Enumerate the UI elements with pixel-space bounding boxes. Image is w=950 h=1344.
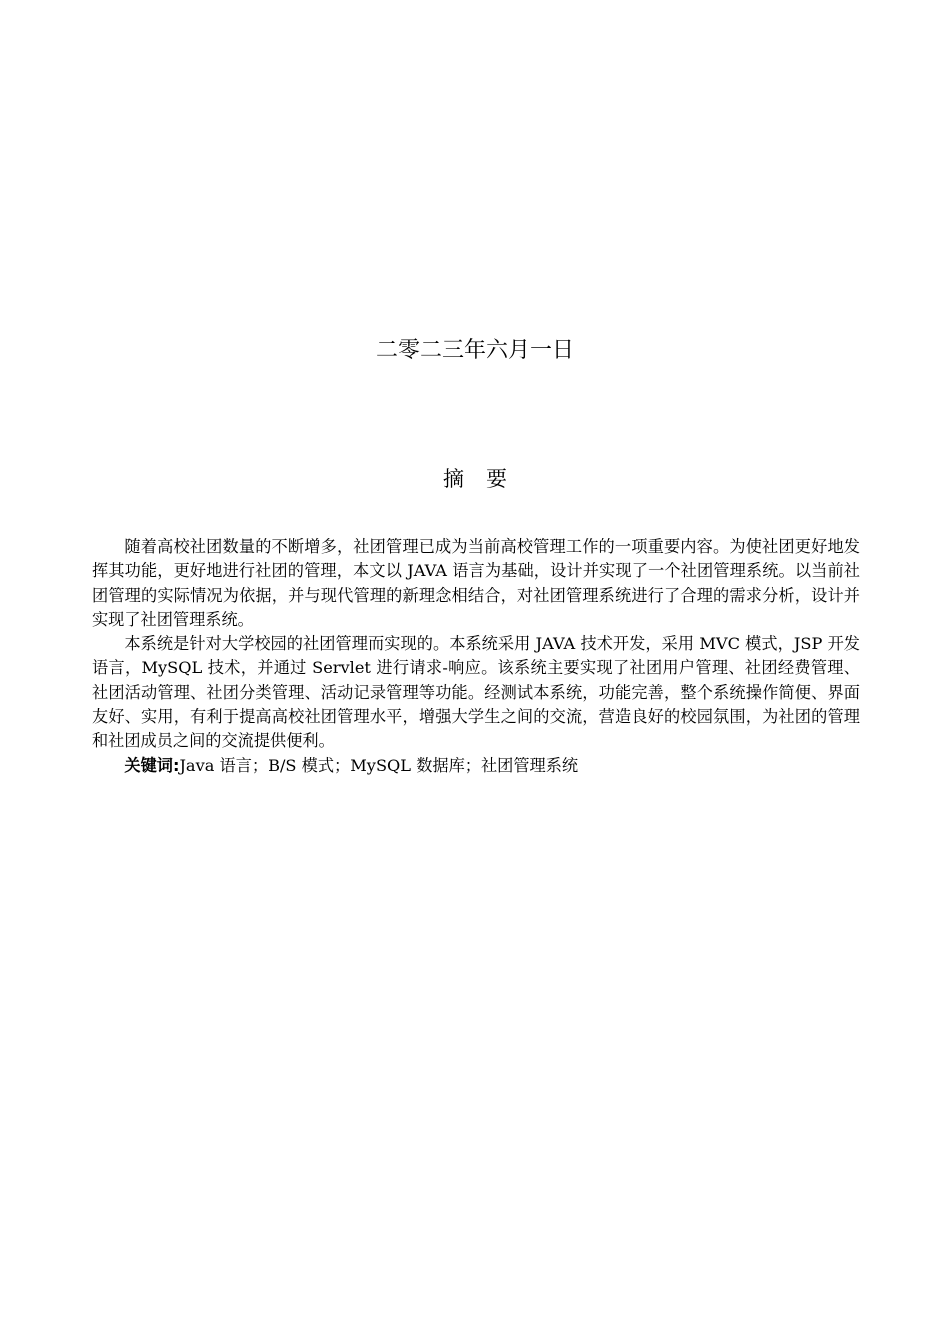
abstract-heading — [0, 463, 950, 495]
abstract-paragraph-2: 本系统是针对大学校园的社团管理而实现的。本系统采用 JAVA 技术开发，采用 MVC 模式，JSP 开发语言，MySQL 技术，并通过 Servlet 进行请求-响应。该系统主要实现了社团用户管理、社团经费管理、社团活动管理、社团分类管理、活动记录管理等功能。经测试本系统，功能完善，整个系统操作简便、界面友好、实用，有利于提高高校社团管理水平，增强大学生之间的交流，营造良好的校园氛围，为社团的管理和社团成员之间的交流提供便利。 — [92, 634, 860, 751]
keywords-text: Java 语言；B/S 模式；MySQL 数据库；社团管理系统 — [179, 755, 579, 775]
cover-date: 二零二三年六月一日 — [375, 338, 574, 363]
keywords-label: 关键词: — [124, 755, 180, 775]
abstract-paragraph-1: 随着高校社团数量的不断增多，社团管理已成为当前高校管理工作的一项重要内容。为使社团更好地发挥其功能，更好地进行社团的管理，本文以 JAVA 语言为基础，设计并实现了一个社团管理系统。以当前社团管理的实际情况为依据，并与现代管理的新理念相结合，对社团管理系统进行了合理的需求分析，设计并实现了社团管理系统。 — [92, 537, 860, 629]
keywords-line — [92, 754, 860, 778]
abstract-heading-second-char: 要 — [486, 467, 507, 491]
abstract-heading-first-char: 摘 — [443, 467, 464, 491]
abstract-body — [92, 535, 860, 778]
